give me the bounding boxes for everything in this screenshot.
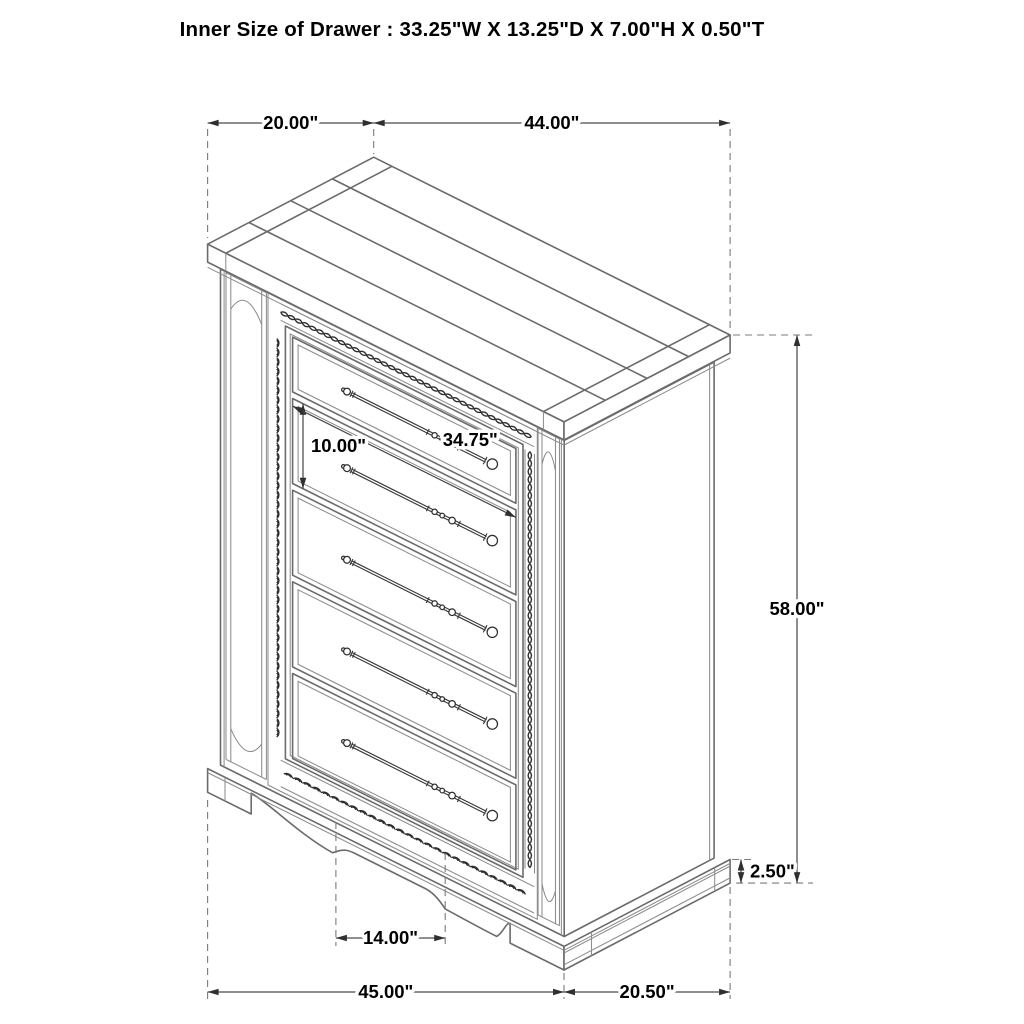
- dim-label-arch-width: 14.00": [362, 927, 419, 948]
- dim-label-overall-depth: 20.50": [619, 981, 675, 1002]
- dim-label-drawer-height: 10.00": [311, 435, 367, 457]
- dim-label-overall-height: 58.00": [769, 598, 825, 620]
- dim-label-base-height: 2.50": [750, 860, 795, 882]
- diagram-title: Inner Size of Drawer : 33.25"W X 13.25"D X 7.00"H X 0.50"T: [179, 18, 765, 41]
- dim-label-overall-width: 45.00": [358, 981, 414, 1002]
- chest-line-art: [208, 120, 813, 999]
- dim-label-drawer-width: 34.75": [442, 428, 498, 450]
- dim-label-top-width: 44.00": [524, 112, 580, 133]
- dim-label-top-depth: 20.00": [263, 112, 319, 133]
